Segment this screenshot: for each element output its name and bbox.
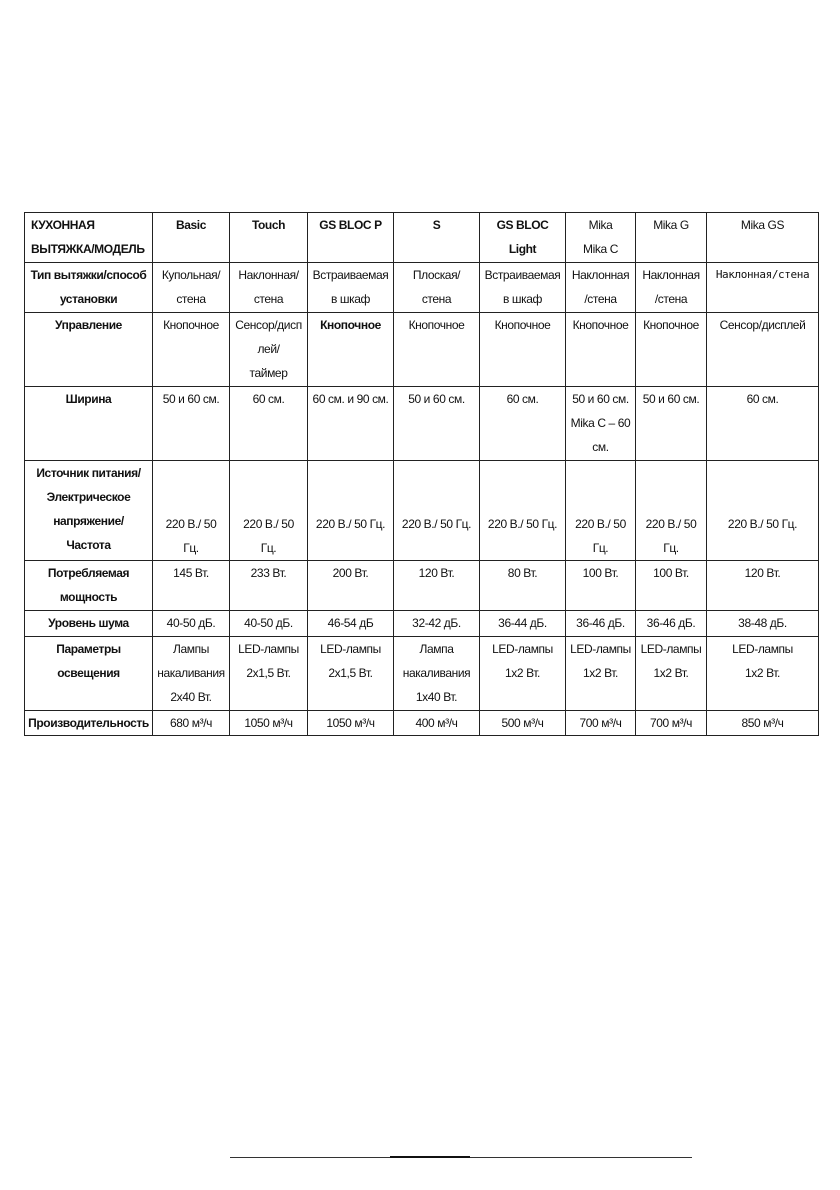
model-header: Mika GS [707,213,819,263]
table-row [25,263,819,313]
table-cell: Сенсор/дисп лей/ таймер [230,313,308,387]
header-row [25,213,819,263]
model-header: S [394,213,480,263]
table-cell: 40-50 дБ. [153,611,230,637]
model-header: Basic [153,213,230,263]
table-cell: 850 м³/ч [707,711,819,736]
table-cell: 145 Вт. [153,561,230,611]
table-cell: 100 Вт. [636,561,707,611]
table-cell: 1050 м³/ч [308,711,394,736]
table-cell: 700 м³/ч [566,711,636,736]
table-cell: Купольная/ стена [153,263,230,313]
table-cell: 50 и 60 см. [636,387,707,461]
table-cell: Наклонная /стена [566,263,636,313]
table-cell: 60 см. [707,387,819,461]
table-cell: Плоская/ стена [394,263,480,313]
table-cell: 46-54 дБ [308,611,394,637]
table-cell: Лампы накаливания 2x40 Вт. [153,637,230,711]
table-row [25,611,819,637]
table-cell: 220 В./ 50 Гц. [636,461,707,561]
table-cell: Кнопочное [394,313,480,387]
table-cell: Встраиваемая в шкаф [480,263,566,313]
table-cell: LED-лампы 1x2 Вт. [480,637,566,711]
table-cell: LED-лампы 1x2 Вт. [566,637,636,711]
model-header: Mika G [636,213,707,263]
table-cell: Встраиваемая в шкаф [308,263,394,313]
table-cell: 36-46 дБ. [566,611,636,637]
table-cell: 38-48 дБ. [707,611,819,637]
table-cell: 220 В./ 50 Гц. [707,461,819,561]
table-row [25,461,819,561]
table-cell: 36-46 дБ. [636,611,707,637]
corner-header: КУХОННАЯ ВЫТЯЖКА/МОДЕЛЬ [25,213,153,263]
table-cell: Сенсор/дисплей [707,313,819,387]
model-header: Touch [230,213,308,263]
table-cell: 120 Вт. [394,561,480,611]
table-cell: Кнопочное [308,313,394,387]
model-header: Mika Mika C [566,213,636,263]
footer-divider-accent [390,1156,470,1158]
table-cell: 220 В./ 50 Гц. [230,461,308,561]
table-cell: Кнопочное [480,313,566,387]
row-label: Производительность [25,711,153,736]
table-cell: 36-44 дБ. [480,611,566,637]
table-cell: Кнопочное [566,313,636,387]
footer-divider [230,1157,692,1158]
table-cell: 220 В./ 50 Гц. [480,461,566,561]
table-cell: 1050 м³/ч [230,711,308,736]
row-label: Управление [25,313,153,387]
table-cell: LED-лампы 1x2 Вт. [707,637,819,711]
table-cell: 120 Вт. [707,561,819,611]
table-cell: Наклонная/ стена [230,263,308,313]
table-cell: LED-лампы 2x1,5 Вт. [308,637,394,711]
table-row [25,561,819,611]
table-cell: Лампа накаливания 1x40 Вт. [394,637,480,711]
model-header: GS BLOC Light [480,213,566,263]
table-row [25,711,819,736]
table-row [25,387,819,461]
table-cell: 700 м³/ч [636,711,707,736]
specs-table [24,212,819,736]
row-label: Тип вытяжки/способ установки [25,263,153,313]
table-cell: Кнопочное [636,313,707,387]
row-label: Потребляемая мощность [25,561,153,611]
table-cell: Кнопочное [153,313,230,387]
table-cell: 60 см. [480,387,566,461]
table-cell: 220 В./ 50 Гц. [308,461,394,561]
table-cell: 220 В./ 50 Гц. [566,461,636,561]
table-cell: 100 Вт. [566,561,636,611]
table-cell: 50 и 60 см. [394,387,480,461]
model-header: GS BLOC P [308,213,394,263]
table-cell: Наклонная/стена [707,263,819,313]
table-cell: 60 см. [230,387,308,461]
table-cell: LED-лампы 1x2 Вт. [636,637,707,711]
table-row [25,637,819,711]
table-cell: 80 Вт. [480,561,566,611]
row-label: Параметры освещения [25,637,153,711]
table-cell: 32-42 дБ. [394,611,480,637]
table-cell: 40-50 дБ. [230,611,308,637]
table-cell: LED-лампы 2x1,5 Вт. [230,637,308,711]
row-label: Ширина [25,387,153,461]
table-cell: 400 м³/ч [394,711,480,736]
table-cell: 50 и 60 см. Mika C – 60 см. [566,387,636,461]
table-cell: 60 см. и 90 см. [308,387,394,461]
table-cell: 500 м³/ч [480,711,566,736]
table-cell: 220 В./ 50 Гц. [153,461,230,561]
table-cell: 233 Вт. [230,561,308,611]
table-cell: 50 и 60 см. [153,387,230,461]
table-cell: Наклонная /стена [636,263,707,313]
table-cell: 220 В./ 50 Гц. [394,461,480,561]
table-row [25,313,819,387]
row-label: Источник питания/ Электрическое напряжение/ Частота [25,461,153,561]
table-cell: 200 Вт. [308,561,394,611]
row-label: Уровень шума [25,611,153,637]
table-cell: 680 м³/ч [153,711,230,736]
